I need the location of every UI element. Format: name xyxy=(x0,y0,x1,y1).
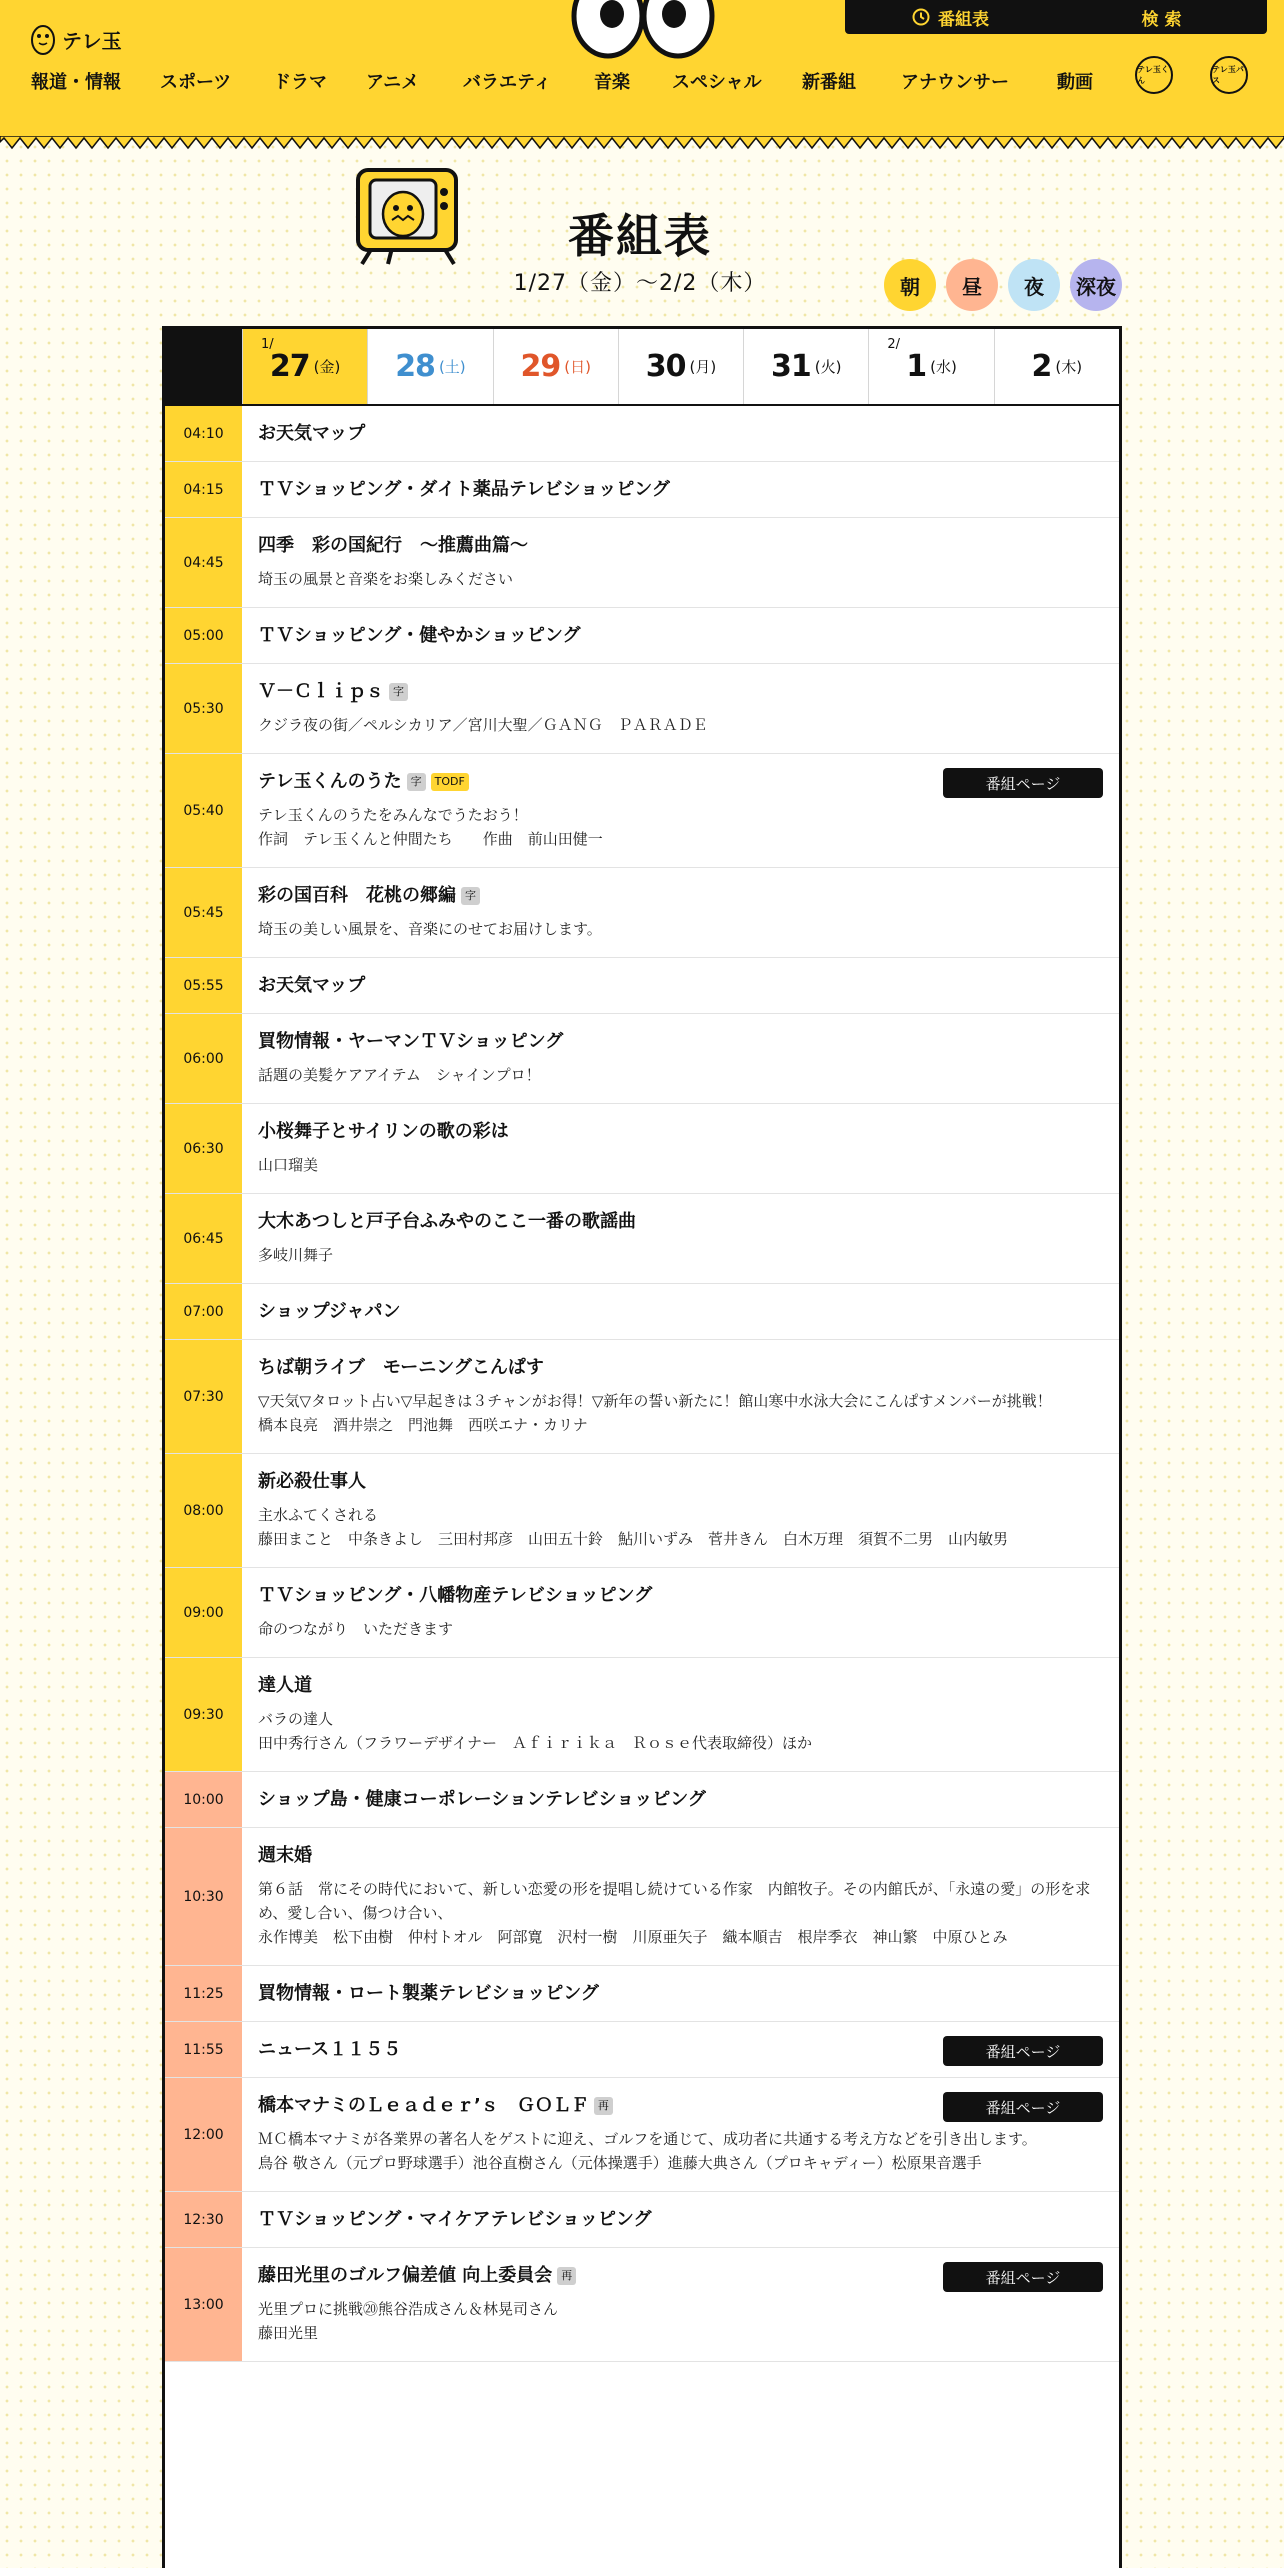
teletama-kun-label: テレ玉くん xyxy=(1137,65,1169,85)
program-body xyxy=(242,2248,1119,2361)
search-button[interactable] xyxy=(1056,0,1267,34)
program-row xyxy=(165,1454,1119,1568)
program-time: 11:55 xyxy=(165,2022,242,2077)
nav-news[interactable]: 報道・情報 xyxy=(31,72,121,93)
program-description-line: ＭＣ橋本マナミが各業界の著名人をゲストに迎え、ゴルフを通じて、成功者に共通する考え方などを引き出します。 xyxy=(258,2130,1037,2148)
site-header xyxy=(0,0,1284,138)
schedule-button[interactable] xyxy=(845,0,1056,34)
program-title[interactable]: 買物情報・ロート製薬テレビショッピング xyxy=(258,1983,599,2004)
program-row xyxy=(165,1966,1119,2022)
program-description-line: 鳥谷 敬さん（元プロ野球選手）池谷直樹さん（元体操選手）進藤大典さん（プロキャディー）松原果音選手 xyxy=(258,2154,982,2172)
tv-mascot-icon xyxy=(352,168,462,268)
day-tab-month: 1/ xyxy=(261,337,274,352)
program-description-line: 永作博美 松下由樹 仲村トオル 阿部寛 沢村一樹 川原亜矢子 織本順吉 根岸季衣 神山繁 中原ひとみ xyxy=(258,1928,1008,1946)
program-body xyxy=(242,1194,1119,1283)
program-description xyxy=(258,2297,1103,2345)
program-title-line xyxy=(258,1471,1103,1493)
day-tab-weekday: (月) xyxy=(689,358,717,376)
chip-night[interactable]: 夜 xyxy=(1008,259,1060,311)
program-page-button[interactable]: 番組ページ xyxy=(943,768,1103,798)
program-schedule xyxy=(162,326,1122,2568)
program-body xyxy=(242,1104,1119,1193)
program-title[interactable]: ニュース１１５５ xyxy=(258,2039,402,2060)
date-range: 1/27（金）〜2/2（木） xyxy=(513,271,767,296)
program-row xyxy=(165,1104,1119,1194)
chip-daytime[interactable]: 昼 xyxy=(946,259,998,311)
program-time: 13:00 xyxy=(165,2248,242,2361)
program-page-button[interactable]: 番組ページ xyxy=(943,2036,1103,2066)
mascot-icon xyxy=(30,21,56,57)
program-row xyxy=(165,1568,1119,1658)
program-title[interactable]: お天気マップ xyxy=(258,423,366,444)
program-description-line: 光里プロに挑戦⑳熊谷浩成さん＆林晃司さん xyxy=(258,2300,559,2318)
program-title[interactable]: ショップ島・健康コーポレーションテレビショッピング xyxy=(258,1789,706,1810)
search-button-label: 検 索 xyxy=(1141,9,1182,30)
program-row xyxy=(165,2078,1119,2192)
program-description-line: バラの達人 xyxy=(258,1710,334,1728)
clock-icon xyxy=(912,8,930,26)
program-time: 05:00 xyxy=(165,608,242,663)
program-time: 12:30 xyxy=(165,2192,242,2247)
program-time: 06:30 xyxy=(165,1104,242,1193)
program-title[interactable]: 買物情報・ヤーマンＴＶショッピング xyxy=(258,1031,564,1052)
program-description xyxy=(258,803,1103,851)
program-row xyxy=(165,958,1119,1014)
program-title-line xyxy=(258,1585,1103,1607)
day-tab-weekday: (金) xyxy=(313,358,341,376)
day-tab-month: 2/ xyxy=(887,337,901,352)
program-time: 07:30 xyxy=(165,1340,242,1453)
program-title-line xyxy=(258,423,1103,445)
program-body xyxy=(242,1966,1119,2021)
program-badge: TODF xyxy=(431,773,469,791)
day-tab[interactable] xyxy=(868,329,993,404)
program-badge: 字 xyxy=(389,683,408,701)
program-description xyxy=(258,713,1103,737)
program-title-line xyxy=(258,1983,1103,2005)
day-tab[interactable] xyxy=(493,329,618,404)
program-title-line xyxy=(258,1675,1103,1697)
time-of-day-chips xyxy=(884,259,1122,311)
program-title[interactable]: 新必殺仕事人 xyxy=(258,1471,366,1492)
nav-variety[interactable]: バラエティ xyxy=(463,72,552,93)
nav-music[interactable]: 音楽 xyxy=(594,72,630,93)
program-row xyxy=(165,664,1119,754)
program-title-line xyxy=(258,1031,1103,1053)
program-title[interactable]: 小桜舞子とサイリンの歌の彩は xyxy=(258,1121,509,1142)
program-title[interactable]: ちば朝ライブ モーニングこんぱす xyxy=(258,1357,544,1378)
program-description xyxy=(258,2127,1103,2175)
program-body xyxy=(242,1454,1119,1567)
program-title[interactable]: Ｖ－Ｃｌｉｐｓ xyxy=(258,681,384,702)
nav-drama[interactable]: ドラマ xyxy=(273,72,327,93)
program-row xyxy=(165,2022,1119,2078)
program-description-line: 作詞 テレ玉くんと仲間たち 作曲 前山田健一 xyxy=(258,830,603,848)
program-row xyxy=(165,518,1119,608)
program-row xyxy=(165,608,1119,664)
program-description xyxy=(258,1243,1103,1267)
program-body xyxy=(242,2078,1119,2191)
program-title-line xyxy=(258,479,1103,501)
program-body xyxy=(242,2022,1119,2077)
day-tab-date: 31 xyxy=(771,349,811,384)
teletama-pass-icon[interactable] xyxy=(1210,56,1248,94)
day-tab-weekday: (火) xyxy=(814,358,842,376)
logo-text: テレ玉 xyxy=(62,28,122,53)
program-row xyxy=(165,1658,1119,1772)
top-buttons xyxy=(845,0,1267,34)
program-title[interactable]: お天気マップ xyxy=(258,975,366,996)
program-description xyxy=(258,1877,1103,1949)
program-title-line xyxy=(258,1789,1103,1811)
program-time: 08:00 xyxy=(165,1454,242,1567)
page-title: 番組表 xyxy=(568,209,712,263)
program-row xyxy=(165,1828,1119,1966)
program-time: 06:45 xyxy=(165,1194,242,1283)
day-tab-weekday: (木) xyxy=(1055,358,1083,376)
program-row xyxy=(165,1014,1119,1104)
program-body xyxy=(242,1284,1119,1339)
day-tab-weekday: (日) xyxy=(564,358,591,376)
day-tab-date: 29 xyxy=(520,349,561,384)
nav-special[interactable]: スペシャル xyxy=(672,72,762,93)
program-title-line xyxy=(258,1211,1103,1233)
program-body xyxy=(242,1658,1119,1771)
program-description-line: 埼玉の風景と音楽をお楽しみください xyxy=(258,570,514,588)
program-description xyxy=(258,1389,1103,1437)
day-tab-date: 30 xyxy=(645,349,686,384)
chip-late-night[interactable]: 深夜 xyxy=(1070,259,1122,311)
program-badge: 再 xyxy=(557,2267,576,2285)
program-description-line: 藤田まこと 中条きよし 三田村邦彦 山田五十鈴 鮎川いずみ 菅井きん 白木万理 須賀不二男 山内敏男 xyxy=(258,1530,1009,1548)
program-title-line xyxy=(258,1301,1103,1323)
program-row xyxy=(165,1284,1119,1340)
day-tab[interactable] xyxy=(743,329,868,404)
program-time: 11:25 xyxy=(165,1966,242,2021)
program-title[interactable]: テレ玉くんのうた xyxy=(258,771,402,792)
program-time: 07:00 xyxy=(165,1284,242,1339)
program-description xyxy=(258,1153,1103,1177)
nav-anime[interactable]: アニメ xyxy=(366,72,420,93)
program-badge: 字 xyxy=(461,887,480,905)
program-description-line: 主水ふてくされる xyxy=(258,1506,379,1524)
program-body xyxy=(242,406,1119,461)
program-title[interactable]: 四季 彩の国紀行 〜推薦曲篇〜 xyxy=(258,535,528,556)
program-row xyxy=(165,1340,1119,1454)
program-description xyxy=(258,917,1103,941)
program-description xyxy=(258,1707,1103,1755)
program-row xyxy=(165,868,1119,958)
program-time: 05:40 xyxy=(165,754,242,867)
program-badge: 字 xyxy=(407,773,426,791)
site-logo[interactable] xyxy=(30,18,140,60)
program-description-line: ▽天気▽タロット占い▽早起きは３チャンがお得！▽新年の誓い新たに！館山寒中水泳大会にこんぱすメンバーが挑戦！ xyxy=(258,1392,1052,1410)
program-time: 05:45 xyxy=(165,868,242,957)
program-title[interactable]: ショップジャパン xyxy=(258,1301,401,1322)
day-tab-weekday: (水) xyxy=(930,358,957,376)
program-time: 09:30 xyxy=(165,1658,242,1771)
program-description xyxy=(258,1617,1103,1641)
program-time: 12:00 xyxy=(165,2078,242,2191)
program-description xyxy=(258,1063,1103,1087)
program-title[interactable]: ＴＶショッピング・健やかショッピング xyxy=(258,625,581,646)
program-body xyxy=(242,868,1119,957)
program-title-line xyxy=(258,2209,1103,2231)
program-time: 04:45 xyxy=(165,518,242,607)
day-tab-date: 27 xyxy=(269,349,310,384)
day-tab[interactable] xyxy=(994,329,1119,404)
program-time: 06:00 xyxy=(165,1014,242,1103)
program-time: 05:30 xyxy=(165,664,242,753)
program-page-button[interactable]: 番組ページ xyxy=(943,2092,1103,2122)
nav-sports[interactable]: スポーツ xyxy=(160,72,232,93)
program-description-line: クジラ夜の街／ペルシカリア／宮川大聖／ＧＡＮＧ ＰＡＲＡＤＥ xyxy=(258,716,708,734)
program-description-line: 多岐川舞子 xyxy=(258,1246,334,1264)
main-nav xyxy=(0,60,1284,100)
program-title[interactable]: 彩の国百科 花桃の郷編 xyxy=(258,885,456,906)
chip-morning[interactable]: 朝 xyxy=(884,259,936,311)
schedule-button-label: 番組表 xyxy=(938,9,989,30)
program-body xyxy=(242,1340,1119,1453)
program-body xyxy=(242,608,1119,663)
program-time: 04:10 xyxy=(165,406,242,461)
program-body xyxy=(242,754,1119,867)
day-tabs-corner xyxy=(165,329,242,404)
program-title-line xyxy=(258,1121,1103,1143)
day-tab-date: 28 xyxy=(395,349,435,384)
program-title[interactable]: 大木あつしと戸子台ふみやのここ一番の歌謡曲 xyxy=(258,1211,636,1232)
program-description xyxy=(258,1503,1103,1551)
program-title-line xyxy=(258,625,1103,647)
program-description-line: 田中秀行さん（フラワーデザイナー Ａｆｉｒｉｋａ Ｒｏｓｅ代表取締役）ほか xyxy=(258,1734,812,1752)
program-title-line xyxy=(258,1845,1103,1867)
program-row xyxy=(165,754,1119,868)
day-tabs xyxy=(165,329,1119,406)
program-time: 10:30 xyxy=(165,1828,242,1965)
program-body xyxy=(242,462,1119,517)
program-row xyxy=(165,462,1119,518)
program-body xyxy=(242,518,1119,607)
program-description-line: 藤田光里 xyxy=(258,2324,319,2342)
program-body xyxy=(242,1828,1119,1965)
program-title-line xyxy=(258,681,1103,703)
program-title[interactable]: ＴＶショッピング・八幡物産テレビショッピング xyxy=(258,1585,653,1606)
program-row xyxy=(165,1194,1119,1284)
program-title[interactable]: 週末婚 xyxy=(258,1845,312,1866)
day-tab[interactable] xyxy=(367,329,492,404)
program-time: 05:55 xyxy=(165,958,242,1013)
program-row xyxy=(165,2248,1119,2362)
nav-videos[interactable]: 動画 xyxy=(1057,72,1093,93)
day-tab-date: 1 xyxy=(906,349,927,384)
program-description-line: 橋本良亮 酒井崇之 門池舞 西咲エナ・カリナ xyxy=(258,1416,588,1434)
day-tab-weekday: (土) xyxy=(438,358,466,376)
day-tab-list xyxy=(242,329,1119,404)
program-body xyxy=(242,2192,1119,2247)
program-description-line: 山口瑠美 xyxy=(258,1156,319,1174)
program-title-line xyxy=(258,535,1103,557)
program-body xyxy=(242,958,1119,1013)
program-body xyxy=(242,1568,1119,1657)
program-description-line: 第６話 常にその時代において、新しい恋愛の形を提唱し続けている作家 内館牧子。その内館氏が、「永遠の愛」の形を求め、愛し合い、傷つけ合い、 xyxy=(258,1880,1091,1922)
program-title-line xyxy=(258,1357,1103,1379)
day-tab[interactable] xyxy=(242,329,367,404)
teletama-kun-icon[interactable] xyxy=(1135,56,1173,94)
program-title[interactable]: 達人道 xyxy=(258,1675,312,1696)
program-title-line xyxy=(258,975,1103,997)
nav-new-programs[interactable]: 新番組 xyxy=(802,72,856,93)
program-body xyxy=(242,1772,1119,1827)
program-description-line: テレ玉くんのうたをみんなでうたおう！ xyxy=(258,806,528,824)
header-zigzag-edge xyxy=(0,136,1284,150)
program-row xyxy=(165,1772,1119,1828)
day-tab-date: 2 xyxy=(1031,349,1052,384)
program-description-line: 埼玉の美しい風景を、音楽にのせてお届けします。 xyxy=(258,920,602,938)
program-title[interactable]: 藤田光里のゴルフ偏差値 向上委員会 xyxy=(258,2265,553,2286)
program-title[interactable]: ＴＶショッピング・ダイト薬品テレビショッピング xyxy=(258,479,670,500)
program-page-button[interactable]: 番組ページ xyxy=(943,2262,1103,2292)
program-time: 10:00 xyxy=(165,1772,242,1827)
mascot-eyes-icon xyxy=(570,0,716,62)
program-body xyxy=(242,664,1119,753)
program-row xyxy=(165,406,1119,462)
program-description-line: 話題の美髪ケアアイテム シャインプロ！ xyxy=(258,1066,541,1084)
program-title[interactable]: ＴＶショッピング・マイケアテレビショッピング xyxy=(258,2209,652,2230)
day-tab[interactable] xyxy=(618,329,743,404)
program-row xyxy=(165,2192,1119,2248)
teletama-pass-label: テレ玉パス xyxy=(1212,65,1244,85)
program-time: 09:00 xyxy=(165,1568,242,1657)
program-list xyxy=(165,406,1119,2362)
program-body xyxy=(242,1014,1119,1103)
program-time: 04:15 xyxy=(165,462,242,517)
program-description xyxy=(258,567,1103,591)
nav-announcers[interactable]: アナウンサー xyxy=(901,72,1009,93)
program-badge: 再 xyxy=(594,2097,613,2115)
program-title-line xyxy=(258,885,1103,907)
program-description-line: 命のつながり いただきます xyxy=(258,1620,454,1638)
program-title[interactable]: 橋本マナミのＬｅａｄｅｒ’ｓ ＧＯＬＦ xyxy=(258,2095,589,2116)
